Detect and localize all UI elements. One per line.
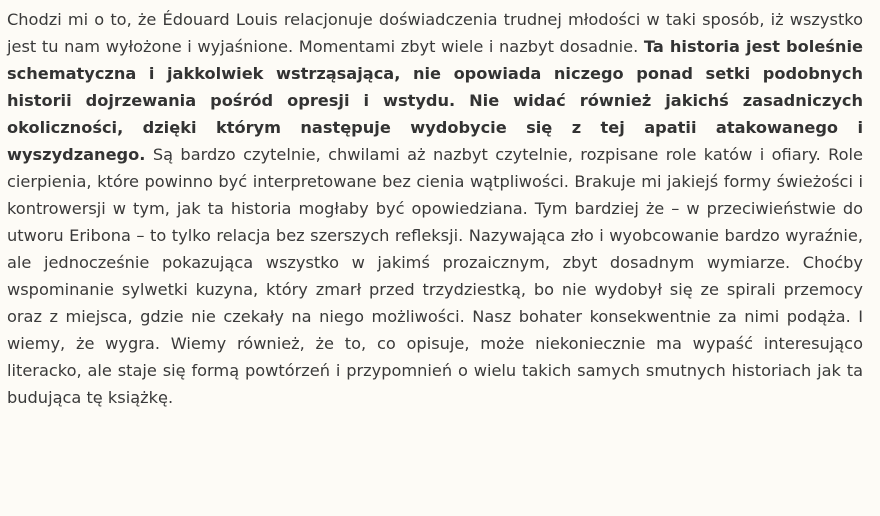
paragraph-text-intro: Chodzi mi o to, że Édouard Louis relacjonuje doświadczenia trudnej młodości w taki sposób, iż wszystko jest tu nam wyłożone i wyjaśnione. Momentami zbyt wiele i nazbyt dosadnie. [7, 10, 863, 56]
paragraph-text-continuation: Są bardzo czytelnie, chwilami aż nazbyt czytelnie, rozpisane role katów i ofiary. Role cierpienia, które powinno być interpretowane bez cienia wątpliwości. Brakuje mi jakiejś formy świeżości i kontrowersji w tym, jak ta historia mogłaby być opowiedziana. Tym bardziej że – w przeciwieństwie do utworu Eribona – to tylko relacja bez szerszych refleksji. Nazywająca zło i wyobcowanie bardzo wyraźnie, ale jednocześnie pokazująca wszystko w jakimś prozaicznym, zbyt dosadnym wymiarze. Choćby wspominanie sylwetki kuzyna, który zmarł przed trzydziestką, bo nie wydobył się ze spirali przemocy oraz z miejsca, gdzie nie czekały na niego możliwości. Nasz bohater konsekwentnie za nimi podąża. I wiemy, że wygra. Wiemy również, że to, co opisuje, może niekoniecznie ma wypaść interesująco literacko, ale staje się formą powtórzeń i przypomnień o wielu takich samych smutnych historiach jak ta budująca tę książkę. [7, 145, 863, 407]
paragraph-text-bold: Ta historia jest boleśnie schematyczna i jakkolwiek wstrząsająca, nie opowiada niczego ponad setki podobnych historii dojrzewania pośród opresji i wstydu. Nie widać również jakichś zasadniczych okoliczności, dzięki którym następuje wydobycie się z tej apatii atakowanego i wyszydzanego. [7, 37, 863, 164]
article-paragraph [7, 6, 863, 411]
